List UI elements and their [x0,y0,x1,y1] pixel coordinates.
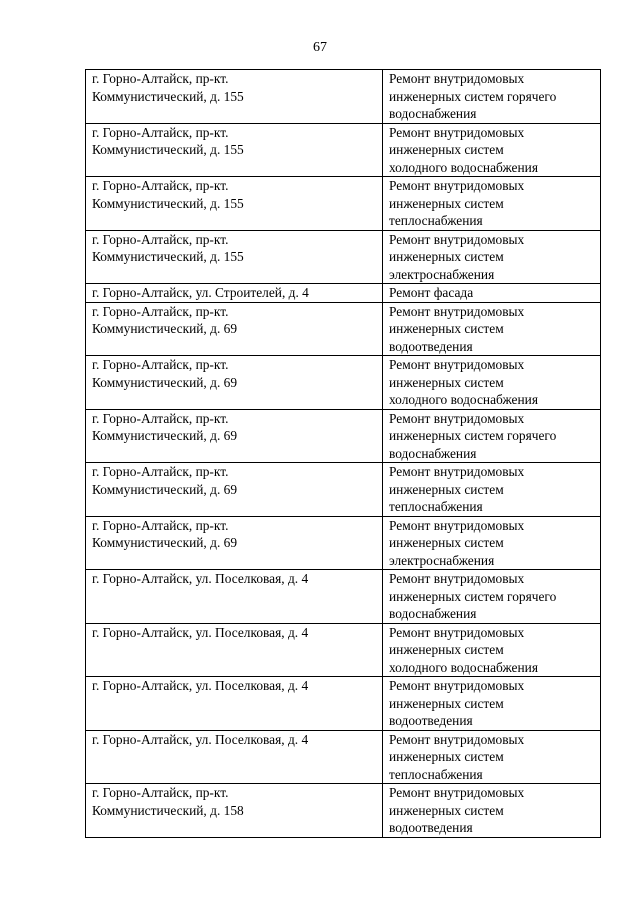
address-cell: г. Горно-Алтайск, пр-кт. Коммунистический, д. 155 [86,177,383,231]
work-type-cell: Ремонт внутридомовых инженерных систем горячего водоснабжения [383,570,601,624]
work-type-cell: Ремонт внутридомовых инженерных систем холодного водоснабжения [383,623,601,677]
address-cell: г. Горно-Алтайск, пр-кт. Коммунистический, д. 155 [86,123,383,177]
address-cell: г. Горно-Алтайск, пр-кт. Коммунистический, д. 155 [86,230,383,284]
work-type-cell: Ремонт внутридомовых инженерных систем теплоснабжения [383,463,601,517]
table-row [86,677,601,731]
address-cell: г. Горно-Алтайск, пр-кт. Коммунистический, д. 69 [86,302,383,356]
address-cell: г. Горно-Алтайск, пр-кт. Коммунистический, д. 155 [86,70,383,124]
table-row [86,70,601,124]
work-type-cell: Ремонт внутридомовых инженерных систем холодного водоснабжения [383,356,601,410]
repair-table [85,69,601,838]
work-type-cell: Ремонт внутридомовых инженерных систем горячего водоснабжения [383,409,601,463]
work-type-cell: Ремонт внутридомовых инженерных систем водоотведения [383,302,601,356]
table-row [86,730,601,784]
table-row [86,463,601,517]
table-row [86,516,601,570]
work-type-cell: Ремонт внутридомовых инженерных систем водоотведения [383,784,601,838]
address-cell: г. Горно-Алтайск, пр-кт. Коммунистический, д. 69 [86,409,383,463]
table-row [86,623,601,677]
work-type-cell: Ремонт внутридомовых инженерных систем горячего водоснабжения [383,70,601,124]
work-type-cell: Ремонт внутридомовых инженерных систем водоотведения [383,677,601,731]
table-body [86,70,601,838]
address-cell: г. Горно-Алтайск, пр-кт. Коммунистический, д. 69 [86,463,383,517]
work-type-cell: Ремонт внутридомовых инженерных систем холодного водоснабжения [383,123,601,177]
address-cell: г. Горно-Алтайск, ул. Поселковая, д. 4 [86,570,383,624]
table-row [86,784,601,838]
table-row [86,570,601,624]
address-cell: г. Горно-Алтайск, ул. Строителей, д. 4 [86,284,383,303]
address-cell: г. Горно-Алтайск, ул. Поселковая, д. 4 [86,730,383,784]
table-row [86,230,601,284]
table-row [86,123,601,177]
page-number: 67 [313,40,327,55]
table-row [86,284,601,303]
work-type-cell: Ремонт внутридомовых инженерных систем электроснабжения [383,516,601,570]
work-type-cell: Ремонт внутридомовых инженерных систем теплоснабжения [383,730,601,784]
address-cell: г. Горно-Алтайск, пр-кт. Коммунистический, д. 158 [86,784,383,838]
work-type-cell: Ремонт фасада [383,284,601,303]
table-row [86,177,601,231]
work-type-cell: Ремонт внутридомовых инженерных систем теплоснабжения [383,177,601,231]
table-row [86,356,601,410]
address-cell: г. Горно-Алтайск, пр-кт. Коммунистический, д. 69 [86,516,383,570]
table-row [86,302,601,356]
table-row [86,409,601,463]
work-type-cell: Ремонт внутридомовых инженерных систем электроснабжения [383,230,601,284]
address-cell: г. Горно-Алтайск, пр-кт. Коммунистический, д. 69 [86,356,383,410]
address-cell: г. Горно-Алтайск, ул. Поселковая, д. 4 [86,677,383,731]
address-cell: г. Горно-Алтайск, ул. Поселковая, д. 4 [86,623,383,677]
